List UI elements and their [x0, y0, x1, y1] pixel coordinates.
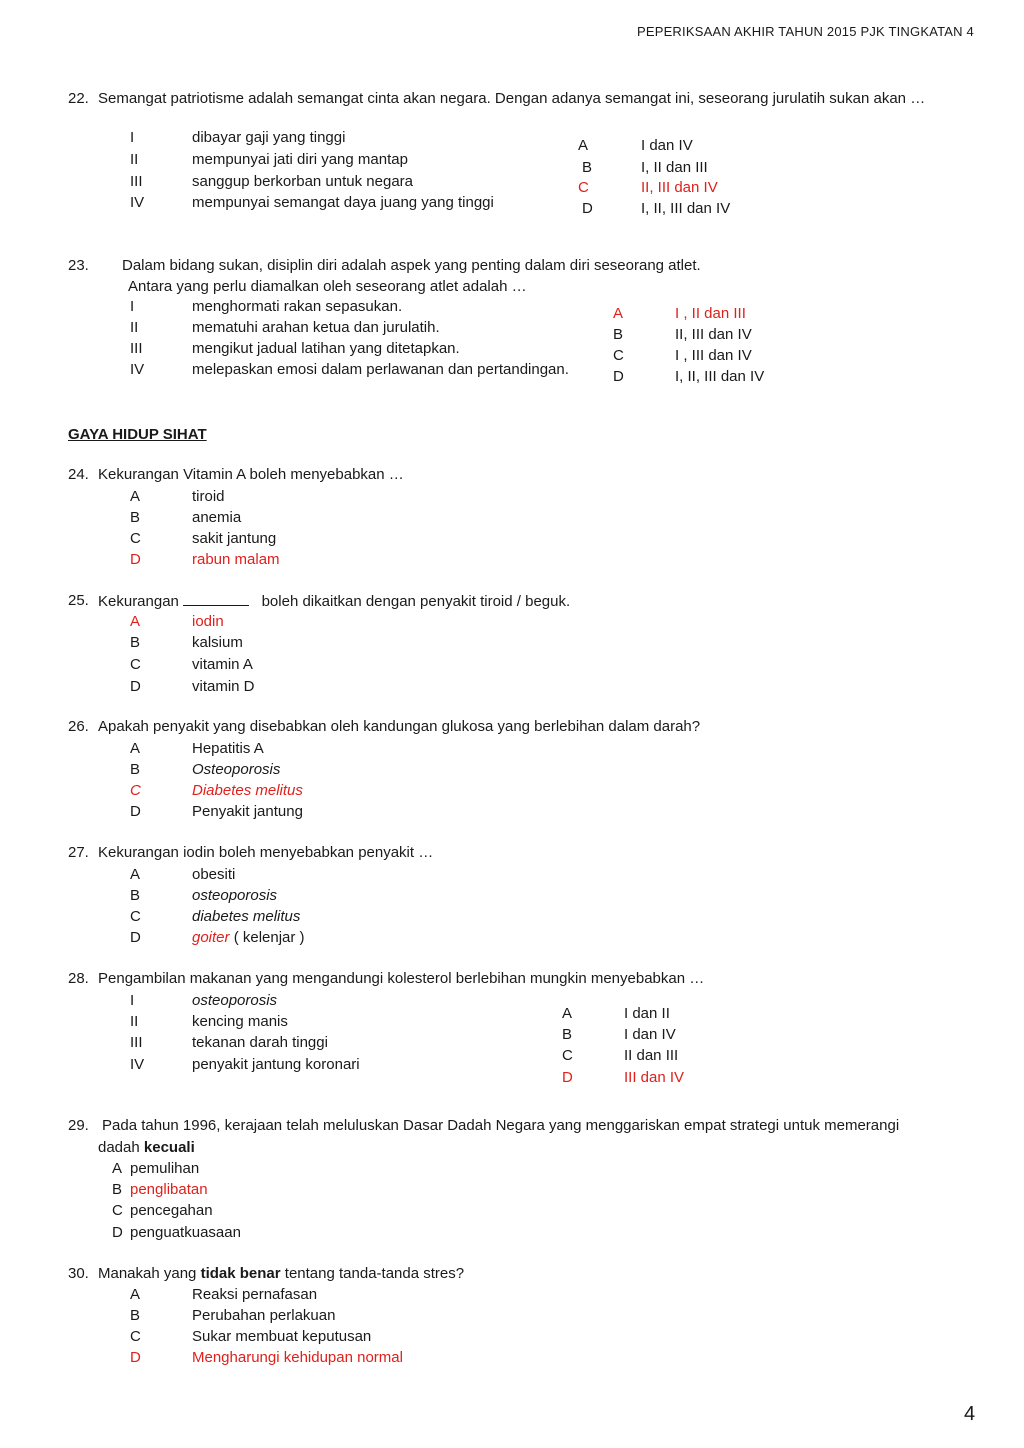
q28-item-key: IV	[130, 1056, 145, 1073]
page-header: PEPERIKSAAN AKHIR TAHUN 2015 PJK TINGKATAN 4	[636, 24, 974, 39]
q23-option-b-text: II, III dan IV	[675, 326, 752, 343]
question-29-number: 29.	[68, 1117, 89, 1134]
question-29-text-1: Pada tahun 1996, kerajaan telah meluluskan Dasar Dadah Negara yang menggariskan empat strategi untuk memerangi	[102, 1117, 900, 1134]
section-title: GAYA HIDUP SIHAT	[68, 426, 207, 443]
q24-option-key: A	[130, 488, 141, 505]
q22-item-text: mempunyai semangat daya juang yang tinggi	[192, 194, 494, 211]
q22-option-c-key-answer: C	[578, 179, 589, 196]
q26-option-text-answer: Diabetes melitus	[192, 782, 303, 799]
q24-option-text: sakit jantung	[192, 530, 277, 547]
question-24-text: Kekurangan Vitamin A boleh menyebabkan …	[98, 466, 404, 483]
q23-item-text: mematuhi arahan ketua dan jurulatih.	[192, 319, 440, 336]
q24-option-text: anemia	[192, 509, 242, 526]
q27-option-text-answer: goiter	[192, 929, 230, 946]
q25-option-text-answer: iodin	[192, 613, 224, 630]
q23-option-d-text: I, II, III dan IV	[675, 368, 765, 385]
q28-option-b-key: B	[562, 1026, 573, 1043]
q23-item-text: melepaskan emosi dalam perlawanan dan pertandingan.	[192, 361, 569, 378]
q29-option-key: B	[112, 1181, 123, 1198]
q27-option-text: osteoporosis	[192, 887, 278, 904]
question-25-text-a: Kekurangan	[98, 593, 179, 610]
question-23-text-1: Dalam bidang sukan, disiplin diri adalah aspek yang penting dalam diri seseorang atlet.	[122, 257, 701, 274]
q22-option-a-text: I dan IV	[641, 137, 693, 154]
q23-item-key: I	[130, 298, 135, 315]
question-29-text-2a: dadah	[98, 1139, 140, 1156]
q28-item-text: tekanan darah tinggi	[192, 1034, 328, 1051]
question-30-text-a: Manakah yang	[98, 1265, 197, 1282]
q22-item-text: sanggup berkorban untuk negara	[192, 173, 414, 190]
question-28-number: 28.	[68, 970, 89, 987]
q29-option-key: C	[112, 1202, 123, 1219]
q23-option-b-key: B	[613, 326, 624, 343]
q22-item-text: dibayar gaji yang tinggi	[192, 129, 346, 146]
q23-option-c-text: I , III dan IV	[675, 347, 752, 364]
q22-option-b-key: B	[582, 159, 593, 176]
q28-item-text: kencing manis	[192, 1013, 288, 1030]
q27-option-key: A	[130, 866, 141, 883]
q28-option-c-key: C	[562, 1047, 573, 1064]
q28-item-text: osteoporosis	[192, 992, 278, 1009]
question-23-text-2: Antara yang perlu diamalkan oleh seseorang atlet adalah …	[128, 278, 527, 295]
q23-item-key: IV	[130, 361, 145, 378]
question-22-text: Semangat patriotisme adalah semangat cinta akan negara. Dengan adanya semangat ini, seseorang jurulatih sukan akan …	[98, 90, 926, 107]
q25-option-text: kalsium	[192, 634, 243, 651]
q22-option-d-text: I, II, III dan IV	[641, 200, 731, 217]
q30-option-key-answer: D	[130, 1349, 141, 1366]
question-25-text	[98, 593, 570, 609]
page-number: 4	[964, 1403, 976, 1425]
q26-option-text: Osteoporosis	[192, 761, 281, 778]
question-30-keyword: tidak benar	[200, 1265, 281, 1282]
q22-item-text: mempunyai jati diri yang mantap	[192, 151, 408, 168]
q22-item-key: I	[130, 129, 135, 146]
question-30-text	[98, 1266, 464, 1281]
q22-item-key: III	[130, 173, 143, 190]
question-25-number: 25.	[68, 592, 89, 609]
question-25-text-b: boleh dikaitkan dengan penyakit tiroid / beguk.	[261, 593, 571, 610]
question-29-keyword: kecuali	[143, 1139, 195, 1156]
q27-option-key: C	[130, 908, 141, 925]
q23-item-key: II	[130, 319, 139, 336]
q28-option-d-text-answer: III dan IV	[624, 1069, 685, 1086]
q23-option-c-key: C	[613, 347, 624, 364]
q23-option-a-text-answer: I , II dan III	[675, 305, 746, 322]
q27-option-text-note: ( kelenjar )	[229, 929, 305, 946]
question-30-number: 30.	[68, 1265, 89, 1282]
q23-option-a-key-answer: A	[613, 305, 624, 322]
q27-option-text: obesiti	[192, 866, 236, 883]
q27-option-text	[192, 930, 305, 945]
q22-option-d-key: D	[582, 200, 593, 217]
q28-item-key: I	[130, 992, 135, 1009]
q22-option-a-key: A	[578, 137, 589, 154]
q26-option-key: B	[130, 761, 141, 778]
q28-item-text: penyakit jantung koronari	[192, 1056, 360, 1073]
q28-option-a-key: A	[562, 1005, 573, 1022]
q23-item-text: mengikut jadual latihan yang ditetapkan.	[192, 340, 460, 357]
q29-option-text-answer: penglibatan	[130, 1181, 208, 1198]
q30-option-text: Reaksi pernafasan	[192, 1286, 318, 1303]
question-28-text: Pengambilan makanan yang mengandungi kolesterol berlebihan mungkin menyebabkan …	[98, 970, 705, 987]
q25-option-text: vitamin A	[192, 656, 253, 673]
q25-option-key: C	[130, 656, 141, 673]
q22-item-key: II	[130, 151, 139, 168]
q28-option-d-key-answer: D	[562, 1069, 573, 1086]
q27-option-key: B	[130, 887, 141, 904]
question-27-text: Kekurangan iodin boleh menyebabkan penyakit …	[98, 844, 434, 861]
question-29-text-2	[98, 1140, 195, 1155]
q29-option-text: penguatkuasaan	[130, 1224, 241, 1241]
answer-blank	[183, 593, 249, 606]
q24-option-key-answer: D	[130, 551, 141, 568]
q22-item-key: IV	[130, 194, 145, 211]
question-23-number: 23.	[68, 257, 89, 274]
q28-option-b-text: I dan IV	[624, 1026, 676, 1043]
q25-option-key: B	[130, 634, 141, 651]
q23-item-key: III	[130, 340, 143, 357]
q30-option-key: B	[130, 1307, 141, 1324]
q30-option-text-answer: Mengharungi kehidupan normal	[192, 1349, 403, 1366]
q25-option-key: D	[130, 678, 141, 695]
q24-option-key: B	[130, 509, 141, 526]
q25-option-key-answer: A	[130, 613, 141, 630]
q26-option-key: D	[130, 803, 141, 820]
q23-option-d-key: D	[613, 368, 624, 385]
q27-option-text: diabetes melitus	[192, 908, 301, 925]
question-26-text: Apakah penyakit yang disebabkan oleh kandungan glukosa yang berlebihan dalam darah?	[98, 718, 701, 735]
q22-option-c-text-answer: II, III dan IV	[641, 179, 718, 196]
q28-item-key: II	[130, 1013, 139, 1030]
q25-option-text: vitamin D	[192, 678, 255, 695]
q30-option-text: Perubahan perlakuan	[192, 1307, 336, 1324]
q28-option-c-text: II dan III	[624, 1047, 679, 1064]
q28-option-a-text: I dan II	[624, 1005, 670, 1022]
q26-option-text: Penyakit jantung	[192, 803, 303, 820]
question-24-number: 24.	[68, 466, 89, 483]
q28-item-key: III	[130, 1034, 143, 1051]
q24-option-key: C	[130, 530, 141, 547]
q26-option-key: A	[130, 740, 141, 757]
q30-option-key: A	[130, 1286, 141, 1303]
q24-option-text: tiroid	[192, 488, 225, 505]
q30-option-key: C	[130, 1328, 141, 1345]
q22-option-b-text: I, II dan III	[641, 159, 708, 176]
q29-option-text: pemulihan	[130, 1160, 200, 1177]
q27-option-key: D	[130, 929, 141, 946]
q29-option-text: pencegahan	[130, 1202, 213, 1219]
q26-option-key-answer: C	[130, 782, 141, 799]
question-27-number: 27.	[68, 844, 89, 861]
q24-option-text-answer: rabun malam	[192, 551, 280, 568]
question-22-number: 22.	[68, 90, 89, 107]
question-30-text-c: tentang tanda-tanda stres?	[284, 1265, 465, 1282]
q26-option-text: Hepatitis A	[192, 740, 264, 757]
q29-option-key: A	[112, 1160, 123, 1177]
q23-item-text: menghormati rakan sepasukan.	[192, 298, 403, 315]
q30-option-text: Sukar membuat keputusan	[192, 1328, 372, 1345]
question-26-number: 26.	[68, 718, 89, 735]
q29-option-key: D	[112, 1224, 123, 1241]
